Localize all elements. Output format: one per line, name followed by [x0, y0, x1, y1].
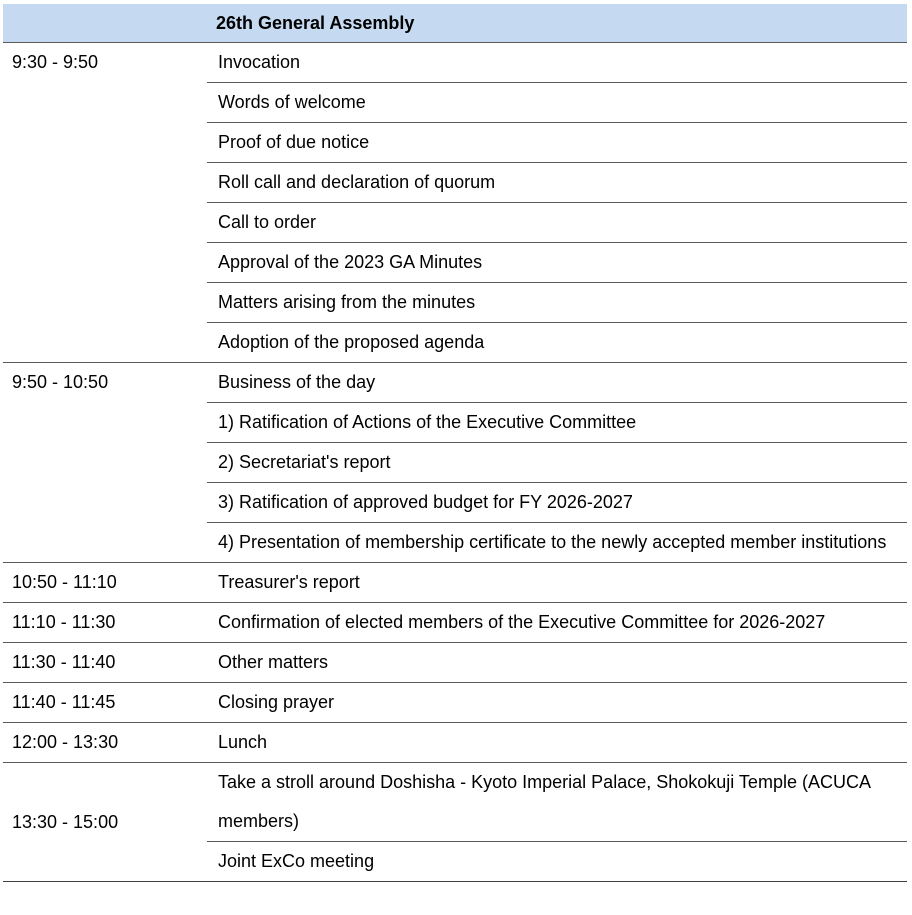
agenda-item: 3) Ratification of approved budget for FY 2026-2027	[207, 483, 907, 523]
agenda-item: 1) Ratification of Actions of the Executive Committee	[207, 403, 907, 443]
agenda-item: Roll call and declaration of quorum	[207, 163, 907, 203]
time-slot: 9:50 - 10:50	[3, 363, 207, 563]
agenda-item: Confirmation of elected members of the Executive Committee for 2026-2027	[207, 603, 907, 643]
time-slot: 10:50 - 11:10	[3, 563, 207, 603]
agenda-title: 26th General Assembly	[207, 4, 907, 43]
agenda-item: Lunch	[207, 723, 907, 763]
agenda-item: 2) Secretariat's report	[207, 443, 907, 483]
table-row	[3, 43, 907, 83]
agenda-item: Words of welcome	[207, 83, 907, 123]
time-column-header	[3, 4, 207, 43]
time-slot: 11:10 - 11:30	[3, 603, 207, 643]
table-row	[3, 563, 907, 603]
time-slot: 9:30 - 9:50	[3, 43, 207, 363]
time-slot: 12:00 - 13:30	[3, 723, 207, 763]
agenda-item: Adoption of the proposed agenda	[207, 323, 907, 363]
agenda-item: Proof of due notice	[207, 123, 907, 163]
table-row	[3, 683, 907, 723]
agenda-item: Approval of the 2023 GA Minutes	[207, 243, 907, 283]
time-slot: 11:30 - 11:40	[3, 643, 207, 683]
agenda-item: Matters arising from the minutes	[207, 283, 907, 323]
agenda-item: 4) Presentation of membership certificate to the newly accepted member institutions	[207, 523, 907, 563]
agenda-item: Joint ExCo meeting	[207, 842, 907, 882]
agenda-item: Closing prayer	[207, 683, 907, 723]
agenda-item: Invocation	[207, 43, 907, 83]
table-row	[3, 363, 907, 403]
table-row	[3, 603, 907, 643]
agenda-item: Treasurer's report	[207, 563, 907, 603]
agenda-header-row	[3, 4, 907, 43]
agenda-item: Business of the day	[207, 363, 907, 403]
table-row	[3, 723, 907, 763]
agenda-item: Call to order	[207, 203, 907, 243]
agenda-item: Other matters	[207, 643, 907, 683]
table-row	[3, 643, 907, 683]
time-slot: 11:40 - 11:45	[3, 683, 207, 723]
agenda-item: Take a stroll around Doshisha - Kyoto Imperial Palace, Shokokuji Temple (ACUCA members)	[207, 763, 907, 842]
time-slot: 13:30 - 15:00	[3, 763, 207, 882]
agenda-table	[3, 4, 907, 882]
table-row	[3, 763, 907, 842]
